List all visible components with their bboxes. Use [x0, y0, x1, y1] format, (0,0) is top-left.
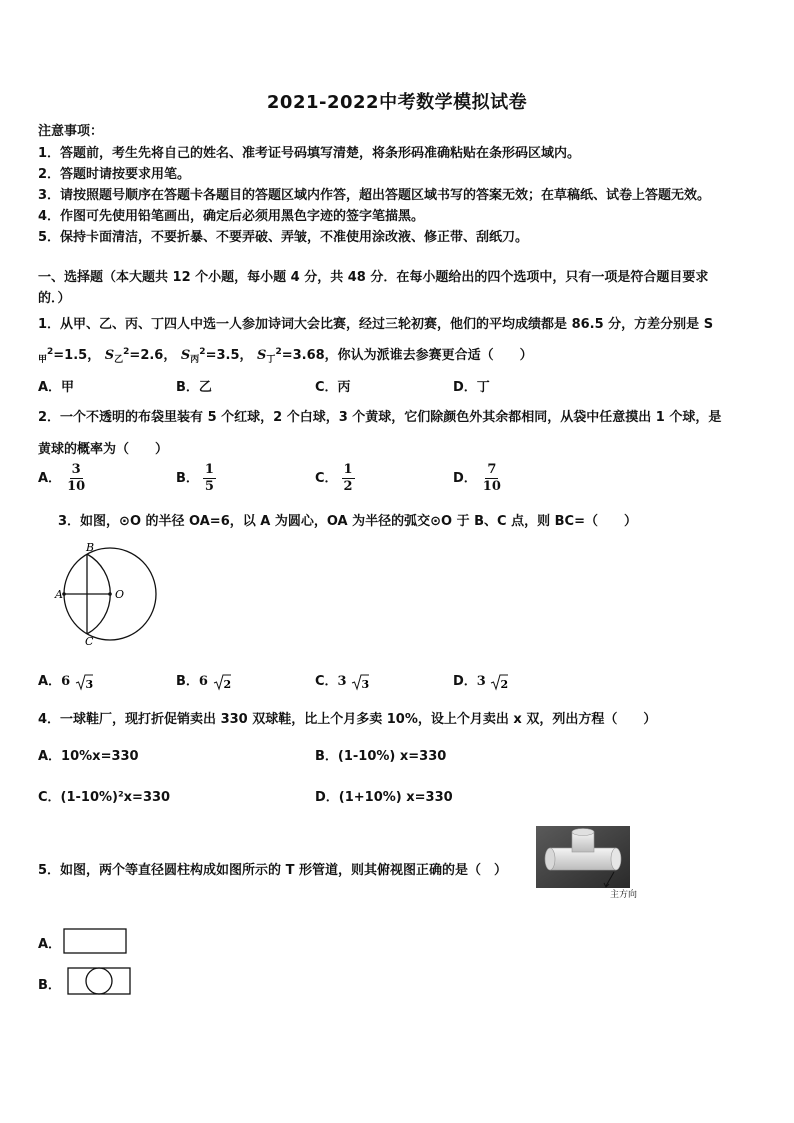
- q5-option-a-label: A．: [38, 937, 62, 952]
- q3-option-d: D．3 2: [453, 674, 509, 691]
- q3-circle-figure: [50, 538, 160, 648]
- photo-caption: 主方向: [610, 890, 638, 900]
- q1-stem-line2: $_甲^2$=1.5， $S_乙^2=2.6$， $S_丙^2=3.5$， $S_丁^2=3.68$，你认为派谁去参赛更合适（ ）: [38, 347, 533, 365]
- q2-stem-line1: 2．一个不透明的布袋里装有 5 个红球，2 个白球，3 个黄球，它们除颜色外其余都相同，从袋中任意摸出 1 个球，是: [38, 410, 722, 425]
- notice-item-5: 5．保持卡面清洁，不要折暴、不要弄破、弄皱，不准使用涂改液、修正带、刮纸刀。: [38, 230, 529, 245]
- q3-option-a: A．6 3: [38, 674, 93, 691]
- sqrt-sign-icon: [213, 673, 231, 691]
- q5-option-b-rectangle-circle: [66, 966, 134, 996]
- section-heading-line1: 一、选择题（本大题共 12 个小题，每小题 4 分，共 48 分．在每小题给出的四个选项中，只有一项是符合题目要求: [38, 270, 709, 285]
- notice-item-2: 2．答题时请按要求用笔。: [38, 167, 191, 182]
- label-c: C: [85, 635, 94, 648]
- t-pipe-photo: [536, 826, 644, 900]
- label-b: B: [86, 541, 95, 554]
- sqrt-sign-icon: [75, 673, 93, 691]
- q2-stem-line2: 黄球的概率为（ ）: [38, 442, 169, 457]
- label-a: A: [55, 588, 63, 601]
- q5-stem: 5．如图，两个等直径圆柱构成如图所示的 T 形管道，则其俯视图正确的是（ ）: [38, 863, 507, 878]
- sqrt-sign-icon: [490, 673, 508, 691]
- q1-option-b: B．乙: [176, 380, 212, 395]
- svg-text:3: 3: [85, 677, 93, 691]
- section-heading-line2: 的．）: [38, 291, 71, 306]
- sqrt-sign-icon: [351, 673, 369, 691]
- q1-option-a: A．甲: [38, 380, 75, 395]
- svg-text:3: 3: [361, 677, 370, 691]
- q5-option-a-rectangle: [63, 928, 129, 956]
- label-o: O: [115, 588, 125, 601]
- q5-option-b-label: B．: [38, 978, 61, 993]
- q1-option-c: C．丙: [315, 380, 351, 395]
- q4-option-b: B．(1-10%) x=330: [315, 749, 447, 764]
- q4-stem: 4．一球鞋厂，现打折促销卖出 330 双球鞋，比上个月多卖 10%，设上个月卖出 x 双，列出方程（ ）: [38, 712, 657, 727]
- notice-item-4: 4．作图可先使用铅笔画出，确定后必须用黑色字迹的签字笔描黑。: [38, 209, 425, 224]
- q2-option-b: B． $\frac{1}{5}$: [176, 462, 214, 494]
- q4-option-c: C．(1-10%)²x=330: [38, 790, 171, 805]
- svg-text:2: 2: [223, 677, 231, 691]
- notice-item-1: 1．答题前，考生先将自己的姓名、准考证号码填写清楚，将条形码准确粘贴在条形码区域内。: [38, 146, 581, 161]
- q3-option-c: C．3 3: [315, 674, 370, 691]
- q2-option-c: C． $\frac{1}{2}$: [315, 462, 353, 494]
- q4-option-a: A．10%x=330: [38, 749, 139, 764]
- q4-option-d: D．(1+10%) x=330: [315, 790, 453, 805]
- notice-item-3: 3．请按照题号顺序在答题卡各题目的答题区域内作答，超出答题区域书写的答案无效；在草稿纸、试卷上答题无效。: [38, 188, 711, 203]
- q1-stem-line1: 1．从甲、乙、丙、丁四人中选一人参加诗词大会比赛，经过三轮初赛，他们的平均成绩都是 86.5 分，方差分别是 S: [38, 317, 714, 332]
- q3-option-b: B．6 2: [176, 674, 231, 691]
- q2-option-d: D． $\frac{7}{10}$: [453, 462, 501, 494]
- svg-text:2: 2: [500, 677, 509, 691]
- q2-option-a: A． $\frac{3}{10}$: [38, 462, 86, 494]
- q1-option-d: D．丁: [453, 380, 490, 395]
- notice-heading: 注意事项：: [38, 124, 104, 139]
- page-title: 2021-2022中考数学模拟试卷: [266, 92, 528, 113]
- q3-stem: 3．如图，⊙O 的半径 OA=6，以 A 为圆心，OA 为半径的弧交⊙O 于 B、C 点，则 BC=（ ）: [58, 514, 637, 529]
